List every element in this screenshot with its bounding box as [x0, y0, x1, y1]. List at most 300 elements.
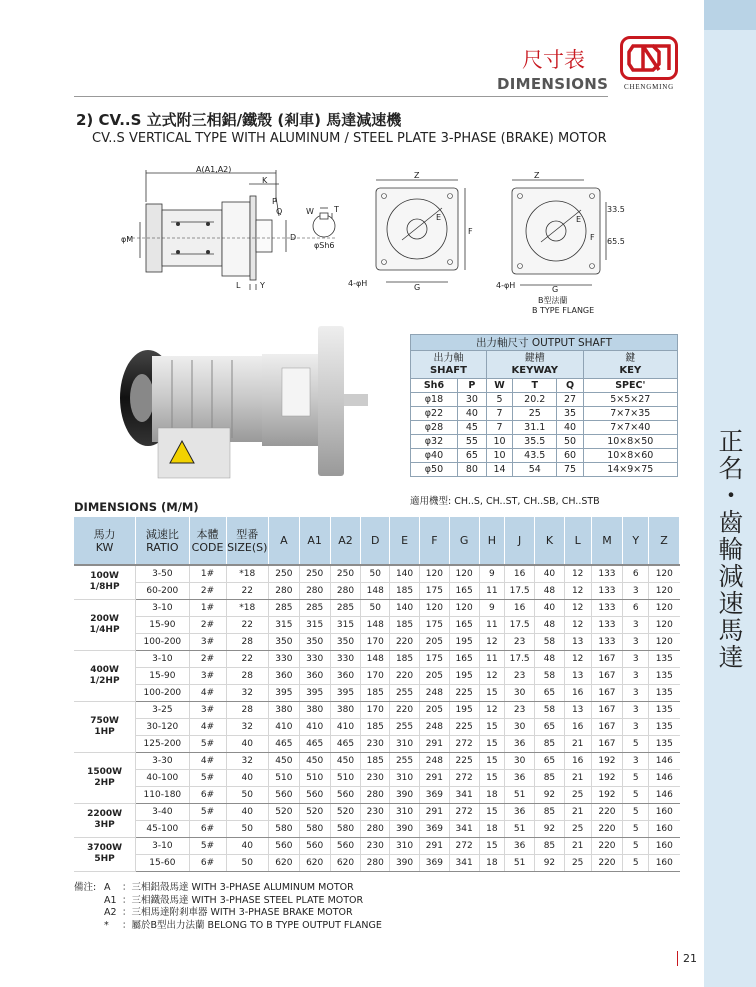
dim-cell: 30 [505, 684, 535, 701]
dim-cell: 160 [649, 854, 680, 871]
dim-cell: 341 [449, 820, 479, 837]
dim-cell: 16 [564, 752, 591, 769]
power-hp: 1HP [94, 726, 115, 737]
label-h: 4-φH [348, 279, 368, 288]
logo-text: CHENGMING [624, 83, 674, 91]
dim-cell: 120 [449, 599, 479, 616]
dim-cell: 315 [330, 616, 361, 633]
shaft-cell: 55 [457, 435, 486, 449]
power-cell [74, 650, 136, 701]
dim-cell: 6# [189, 786, 226, 803]
logo-cn-icon [623, 39, 675, 77]
dim-cell: 36 [505, 803, 535, 820]
dim-cell: 580 [299, 820, 330, 837]
dim-cell: 133 [591, 616, 623, 633]
dim-cell: 3-10 [136, 599, 189, 616]
dim-cell: 120 [649, 633, 680, 650]
dim-col-header: J [505, 517, 535, 565]
dim-cell: 620 [299, 854, 330, 871]
dim-cell: 580 [268, 820, 299, 837]
shaft-cell: φ28 [411, 421, 458, 435]
shaft-group-en: SHAFT [429, 364, 467, 376]
dim-cell: 310 [390, 803, 420, 820]
dim-cell: 15 [479, 769, 505, 786]
power-kw: 3700W [87, 843, 123, 853]
dim-cell: 4# [189, 752, 226, 769]
dim-cell: 40 [226, 769, 268, 786]
note-a1-desc: 三相鐵殼馬達 WITH 3-PHASE STEEL PLATE MOTOR [131, 894, 364, 906]
dim-cell: 465 [330, 735, 361, 752]
dim-cell: 21 [564, 735, 591, 752]
power-hp: 1/4HP [89, 624, 120, 635]
dim-cell: 5 [623, 735, 649, 752]
dim-cell: 6 [623, 599, 649, 616]
power-hp: 1/8HP [89, 582, 120, 593]
dim-cell: 50 [226, 854, 268, 871]
dim-cell: 3-25 [136, 701, 189, 718]
dim-cell: 5# [189, 735, 226, 752]
shaft-row [411, 421, 678, 435]
dim-cell: 310 [390, 837, 420, 854]
dim-cell: 3-10 [136, 837, 189, 854]
power-cell [74, 803, 136, 837]
keyway-group-en: KEYWAY [511, 364, 558, 376]
dim-cell: 250 [299, 565, 330, 582]
dim-cell: 15-90 [136, 616, 189, 633]
dim-cell: 30-120 [136, 718, 189, 735]
dim-col-header-en: SIZE(S) [227, 540, 268, 554]
dim-cell: 450 [299, 752, 330, 769]
dim-cell: 272 [449, 837, 479, 854]
dim-cell: 620 [268, 854, 299, 871]
header-rule [74, 96, 608, 97]
dim-cell: 5 [623, 854, 649, 871]
power-cell [74, 837, 136, 871]
dim-cell: 45-100 [136, 820, 189, 837]
shaft-cell: 50 [557, 435, 583, 449]
dim-cell: 390 [390, 786, 420, 803]
dim-cell: 5 [623, 803, 649, 820]
label-g: G [414, 283, 421, 292]
dim-col-header: A2 [330, 517, 361, 565]
dim-cell: 167 [591, 650, 623, 667]
dim-cell: 18 [479, 786, 505, 803]
header-title-cn: 尺寸表 [522, 48, 585, 72]
dim-cell: 360 [268, 667, 299, 684]
dim-cell: 3-50 [136, 565, 189, 582]
shaft-row [411, 463, 678, 477]
dim-cell: 341 [449, 854, 479, 871]
label-w: W [306, 207, 314, 216]
dim-cell: 12 [479, 633, 505, 650]
dim-cell: 410 [330, 718, 361, 735]
dim-cell: 291 [419, 735, 449, 752]
dim-cell: 560 [299, 837, 330, 854]
dim-cell: 255 [390, 752, 420, 769]
page-number: 21 [683, 952, 697, 965]
dim-cell: 450 [330, 752, 361, 769]
dim-cell: 32 [226, 718, 268, 735]
dim-cell: 185 [361, 684, 390, 701]
shaft-section-drawing [302, 200, 348, 252]
dim-col-header: A1 [299, 517, 330, 565]
dim-row [74, 616, 680, 633]
dim-cell: 185 [361, 718, 390, 735]
dim-cell: 58 [535, 701, 565, 718]
shaft-col-header: W [486, 379, 512, 393]
dim-cell: 3-10 [136, 650, 189, 667]
dim-cell: 330 [268, 650, 299, 667]
power-cell [74, 599, 136, 650]
shaft-cell: φ50 [411, 463, 458, 477]
dim-cell: 272 [449, 769, 479, 786]
dim-cell: 4# [189, 718, 226, 735]
footnotes [74, 882, 382, 932]
shaft-cell: 30 [457, 393, 486, 407]
dim-cell: 192 [591, 786, 623, 803]
dim-cell: 17.5 [505, 582, 535, 599]
dim-cell: 48 [535, 616, 565, 633]
dim-cell: 148 [361, 582, 390, 599]
dim-cell: 185 [390, 650, 420, 667]
label-t: T [334, 205, 339, 214]
power-hp: 2HP [94, 777, 115, 788]
dim-cell: 12 [564, 582, 591, 599]
dim-cell: 32 [226, 684, 268, 701]
label-y: Y [260, 281, 265, 290]
shaft-group-cn: 出力軸 [433, 352, 464, 364]
dim-cell: 395 [268, 684, 299, 701]
dim-cell: 135 [649, 667, 680, 684]
dim-cell: 310 [390, 769, 420, 786]
note-a2-desc: 三相馬達附剎車器 WITH 3-PHASE BRAKE MOTOR [131, 907, 353, 918]
dim-cell: 350 [330, 633, 361, 650]
shaft-cell: 60 [557, 449, 583, 463]
dim-cell: 50 [361, 599, 390, 616]
shaft-cell: 7×7×40 [583, 421, 677, 435]
dim-col-header-en: CODE [191, 540, 224, 554]
dim-cell: 16 [505, 565, 535, 582]
shaft-cell: 54 [513, 463, 557, 477]
dim-cell: 170 [361, 701, 390, 718]
dim-cell: 520 [299, 803, 330, 820]
dim-cell: 13 [564, 633, 591, 650]
dim-cell: 395 [299, 684, 330, 701]
shaft-group-header [411, 351, 487, 379]
dim-cell: 2# [189, 650, 226, 667]
dim-cell: 341 [449, 786, 479, 803]
dim-cell: 25 [564, 820, 591, 837]
dim-cell: 310 [390, 735, 420, 752]
dim-cell: 12 [564, 599, 591, 616]
note-a1-text: ：三相鐵殼馬達 WITH 3-PHASE STEEL PLATE MOTOR [122, 894, 364, 906]
dim-cell: 3# [189, 667, 226, 684]
dim-cell: 40 [226, 837, 268, 854]
dim-cell: 205 [419, 633, 449, 650]
shaft-cell: 10×8×50 [583, 435, 677, 449]
logo-mark [620, 36, 678, 80]
power-kw: 200W [90, 613, 119, 624]
dim-cell: 92 [535, 820, 565, 837]
label-z-b: Z [534, 172, 540, 180]
dim-cell: 5# [189, 769, 226, 786]
dim-cell: 65 [535, 752, 565, 769]
dim-cell: 230 [361, 769, 390, 786]
dim-cell: 133 [591, 565, 623, 582]
dim-cell: 28 [226, 667, 268, 684]
dim-cell: 85 [535, 837, 565, 854]
dim-cell: 248 [419, 752, 449, 769]
shaft-cell: 80 [457, 463, 486, 477]
dim-cell: 280 [268, 582, 299, 599]
keyway-group-cn: 鍵槽 [524, 352, 545, 364]
dim-col-header: F [419, 517, 449, 565]
dim-cell: 3-30 [136, 752, 189, 769]
dim-cell: 13 [564, 667, 591, 684]
dim-cell: 167 [591, 667, 623, 684]
dim-col-header-en: RATIO [146, 540, 179, 554]
dim-col-header [136, 517, 189, 565]
dim-cell: 36 [505, 837, 535, 854]
shaft-cell: 27 [557, 393, 583, 407]
dim-cell: 580 [330, 820, 361, 837]
dim-cell: 3 [623, 650, 649, 667]
label-e-b: E [576, 215, 582, 224]
dim-col-header [189, 517, 226, 565]
dim-cell: 291 [419, 837, 449, 854]
dim-cell: 185 [390, 582, 420, 599]
dim-cell: 50 [226, 786, 268, 803]
dim-cell: 248 [419, 718, 449, 735]
dim-cell: 1# [189, 565, 226, 582]
dim-cell: 170 [361, 633, 390, 650]
dim-cell: 16 [564, 718, 591, 735]
dim-col-header: M [591, 517, 623, 565]
dim-cell: 195 [449, 701, 479, 718]
dim-row [74, 667, 680, 684]
dim-cell: 51 [505, 854, 535, 871]
dim-cell: 185 [361, 752, 390, 769]
dim-cell: 315 [268, 616, 299, 633]
dim-cell: *18 [226, 565, 268, 582]
power-cell [74, 565, 136, 599]
label-a: A(A1,A2) [196, 165, 232, 174]
dim-cell: 167 [591, 684, 623, 701]
shaft-col-header: Sh6 [411, 379, 458, 393]
power-hp: 1/2HP [89, 675, 120, 686]
dim-cell: 225 [449, 752, 479, 769]
dim-cell: 369 [419, 786, 449, 803]
shaft-cell: 40 [557, 421, 583, 435]
chengming-logo [614, 36, 684, 94]
dim-cell: *18 [226, 599, 268, 616]
dim-row [74, 837, 680, 854]
note-a1 [74, 895, 382, 908]
dim-cell: 192 [591, 769, 623, 786]
dim-cell: 15 [479, 752, 505, 769]
dim-cell: 3 [623, 633, 649, 650]
header-title-en: DIMENSIONS [497, 75, 609, 93]
dim-cell: 410 [299, 718, 330, 735]
dim-row [74, 633, 680, 650]
dim-col-header [74, 517, 136, 565]
power-kw: 1500W [87, 766, 123, 777]
dim-cell: 18 [479, 820, 505, 837]
dim-row [74, 701, 680, 718]
label-l: L [236, 281, 241, 290]
dim-cell: 205 [419, 667, 449, 684]
dim-cell: 65 [535, 684, 565, 701]
dim-cell: 225 [449, 684, 479, 701]
dim-cell: 390 [390, 854, 420, 871]
dim-cell: 6# [189, 854, 226, 871]
dim-cell: 25 [564, 854, 591, 871]
label-e: E [436, 213, 442, 222]
dim-row [74, 582, 680, 599]
dim-cell: 3# [189, 633, 226, 650]
dim-cell: 40-100 [136, 769, 189, 786]
dim-cell: 125-200 [136, 735, 189, 752]
dim-cell: 285 [330, 599, 361, 616]
dim-cell: 369 [419, 854, 449, 871]
dim-cell: 250 [268, 565, 299, 582]
section-subtitle: CV..S VERTICAL TYPE WITH ALUMINUM / STEEL PLATE 3-PHASE (BRAKE) MOTOR [92, 131, 607, 146]
power-cell [74, 752, 136, 803]
dim-cell: 255 [390, 684, 420, 701]
note-a-key: A [104, 882, 111, 893]
dim-cell: 330 [299, 650, 330, 667]
label-m: φM [121, 235, 134, 244]
note-a [74, 882, 382, 895]
dim-cell: 6# [189, 820, 226, 837]
shaft-row [411, 449, 678, 463]
shaft-cell: φ32 [411, 435, 458, 449]
shaft-cell: 43.5 [513, 449, 557, 463]
dim-cell: 1# [189, 599, 226, 616]
dim-cell: 225 [449, 718, 479, 735]
dim-cell: 230 [361, 837, 390, 854]
shaft-cell: 7×7×35 [583, 407, 677, 421]
dim-cell: 40 [535, 565, 565, 582]
dim-cell: 3 [623, 752, 649, 769]
dim-row [74, 599, 680, 616]
dim-col-header: H [479, 517, 505, 565]
dim-cell: 13 [564, 701, 591, 718]
dim-row [74, 820, 680, 837]
dim-cell: 23 [505, 633, 535, 650]
dim-cell: 135 [649, 650, 680, 667]
dim-cell: 3 [623, 582, 649, 599]
dim-col-header-cn: 減速比 [145, 527, 179, 541]
label-z: Z [414, 172, 420, 180]
dim-cell: 40 [226, 803, 268, 820]
power-kw: 750W [90, 715, 119, 726]
dim-cell: 560 [330, 837, 361, 854]
dim-cell: 48 [535, 582, 565, 599]
note-a-text: ：三相鋁殼馬達 WITH 3-PHASE ALUMINUM MOTOR [122, 882, 354, 893]
shaft-cell: 10 [486, 449, 512, 463]
dim-cell: 9 [479, 599, 505, 616]
dim-cell: 520 [330, 803, 361, 820]
keyway-group-header [486, 351, 583, 379]
dim-cell: 85 [535, 769, 565, 786]
dim-cell: 175 [419, 616, 449, 633]
dim-col-header: G [449, 517, 479, 565]
shaft-col-header: T [513, 379, 557, 393]
flange-view-drawing [346, 172, 486, 294]
dim-cell: 220 [390, 633, 420, 650]
dim-cell: 5 [623, 769, 649, 786]
dim-cell: 21 [564, 803, 591, 820]
dim-cell: 17.5 [505, 650, 535, 667]
dim-row [74, 803, 680, 820]
dim-cell: 12 [564, 565, 591, 582]
dim-cell: 12 [564, 650, 591, 667]
notes-prefix: 備注: [74, 882, 97, 893]
dim-cell: 48 [535, 650, 565, 667]
b-flange-drawing [494, 172, 634, 316]
note-a1-key: A1 [104, 894, 117, 906]
dim-cell: 120 [419, 599, 449, 616]
dim-cell: 410 [268, 718, 299, 735]
dim-cell: 330 [330, 650, 361, 667]
dim-cell: 205 [419, 701, 449, 718]
dim-cell: 360 [330, 667, 361, 684]
dim-cell: 120 [649, 582, 680, 599]
dim-cell: 85 [535, 735, 565, 752]
note-star-desc: 屬於B型出力法蘭 BELONG TO B TYPE OUTPUT FLANGE [131, 919, 382, 931]
dim-cell: 380 [268, 701, 299, 718]
dim-cell: 170 [361, 667, 390, 684]
dim-cell: 167 [591, 718, 623, 735]
dim-cell: 23 [505, 667, 535, 684]
note-a2 [74, 907, 382, 920]
dim-cell: 5# [189, 803, 226, 820]
dim-cell: 360 [299, 667, 330, 684]
dim-cell: 25 [564, 786, 591, 803]
dim-cell: 140 [390, 599, 420, 616]
dim-cell: 58 [535, 667, 565, 684]
dim-cell: 15 [479, 684, 505, 701]
dim-cell: 560 [268, 837, 299, 854]
dim-cell: 120 [649, 565, 680, 582]
dim-col-header-cn: 本體 [196, 527, 219, 541]
dim-cell: 5 [623, 786, 649, 803]
dim-cell: 369 [419, 820, 449, 837]
dim-cell: 16 [564, 684, 591, 701]
dimensions-label: DIMENSIONS (M/M) [74, 500, 199, 514]
page-number-bar [677, 951, 678, 966]
dim-cell: 5 [623, 837, 649, 854]
dim-cell: 3 [623, 667, 649, 684]
dim-cell: 146 [649, 752, 680, 769]
dim-cell: 11 [479, 582, 505, 599]
dim-cell: 11 [479, 616, 505, 633]
dim-cell: 465 [299, 735, 330, 752]
dim-cell: 255 [390, 718, 420, 735]
dim-cell: 120 [419, 565, 449, 582]
dim-cell: 395 [330, 684, 361, 701]
dim-cell: 167 [591, 701, 623, 718]
dim-cell: 135 [649, 735, 680, 752]
dim-cell: 5 [623, 820, 649, 837]
dim-cell: 195 [449, 633, 479, 650]
dim-cell: 32 [226, 752, 268, 769]
dim-cell: 280 [330, 582, 361, 599]
power-kw: 2200W [87, 809, 123, 819]
dim-cell: 92 [535, 854, 565, 871]
dim-row [74, 650, 680, 667]
